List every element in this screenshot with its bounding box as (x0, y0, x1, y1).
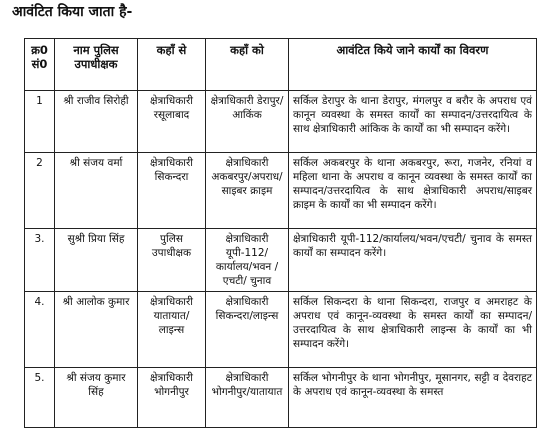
cell-to: क्षेत्राधिकारी डेरापुर/आकिंक (206, 91, 289, 153)
cell-details: सर्किल डेरापुर के थाना डेरापुर, मंगलपुर व बरौर के अपराध एवं कानून व्यवस्था के समस्त कार्यों का सम्पादन/उत्तरदायित्व के साथ क्षेत्राधिकारी आंकिक के कार्यों का भी सम्पादन करेंगे। (289, 91, 537, 153)
col-header-serial: क्र0 सं0 (25, 39, 55, 91)
cell-serial: 1 (25, 91, 55, 153)
cell-serial: 2 (25, 153, 55, 229)
cell-from: क्षेत्राधिकारी रसूलाबाद (138, 91, 206, 153)
col-header-name: नाम पुलिस उपाधीक्षक (55, 39, 138, 91)
table-row (25, 229, 537, 292)
table-row (25, 153, 537, 229)
assignment-table (24, 38, 537, 428)
cell-to: क्षेत्राधिकारी यूपी-112/कार्यालय/भवन /एचटी/ चुनाव (206, 229, 289, 292)
cell-from: पुलिस उपाधीक्षक (138, 229, 206, 292)
cell-serial: 5. (25, 368, 55, 428)
cell-from: क्षेत्राधिकारी सिकन्दरा (138, 153, 206, 229)
col-header-from: कहाँ से (138, 39, 206, 91)
table-row (25, 91, 537, 153)
table-row (25, 368, 537, 428)
cell-details: सर्किल भोगनीपुर के थाना भोगनीपुर, मूसानगर, सट्टी व देवराहट के अपराध एवं कानून-व्यवस्था के समस्त (289, 368, 537, 428)
col-header-to: कहाँ को (206, 39, 289, 91)
cell-details: क्षेत्राधिकारी यूपी-112/कार्यालय/भवन/एचटी/ चुनाव के समस्त कार्यों का सम्पादन करेंगे। (289, 229, 537, 292)
cell-name: श्री संजय कुमार सिंह (55, 368, 138, 428)
cell-name: सुश्री प्रिया सिंह (55, 229, 138, 292)
page-heading: आवंटित किया जाता है- (12, 4, 133, 20)
cell-name: श्री आलोक कुमार (55, 292, 138, 368)
cell-to: क्षेत्राधिकारी भोगनीपुर/यातायात (206, 368, 289, 428)
cell-to: क्षेत्राधिकारी सिकन्दरा/लाइन्स (206, 292, 289, 368)
cell-details: सर्किल अकबरपुर के थाना अकबरपुर, रूरा, गजनेर, रनियां व महिला थाना के अपराध व कानून व्यवस्था के समस्त कार्यों का सम्पादन/उत्तरदायित्व के साथ क्षेत्राधिकारी अपराध/साइबर क्राइम के कार्यों का भी सम्पादन करेंगे। (289, 153, 537, 229)
col-header-details: आवंटित किये जाने कार्यों का विवरण (289, 39, 537, 91)
cell-serial: 3. (25, 229, 55, 292)
cell-from: क्षेत्राधिकारी भोगनीपुर (138, 368, 206, 428)
cell-serial: 4. (25, 292, 55, 368)
table-row (25, 292, 537, 368)
table-header-row (25, 39, 537, 91)
cell-to: क्षेत्राधिकारी अकबरपुर/अपराध/ साइबर क्राइम (206, 153, 289, 229)
cell-from: क्षेत्राधिकारी यातायात/ लाइन्स (138, 292, 206, 368)
cell-name: श्री राजीव सिरोही (55, 91, 138, 153)
cell-details: सर्किल सिकन्दरा के थाना सिकन्दरा, राजपुर व अमराहट के अपराध एवं कानून-व्यवस्था के समस्त कार्यों का सम्पादन/उत्तरदायित्व के साथ क्षेत्राधिकारी लाइन्स के कार्यों का भी सम्पादन करेंगे। (289, 292, 537, 368)
cell-name: श्री संजय वर्मा (55, 153, 138, 229)
